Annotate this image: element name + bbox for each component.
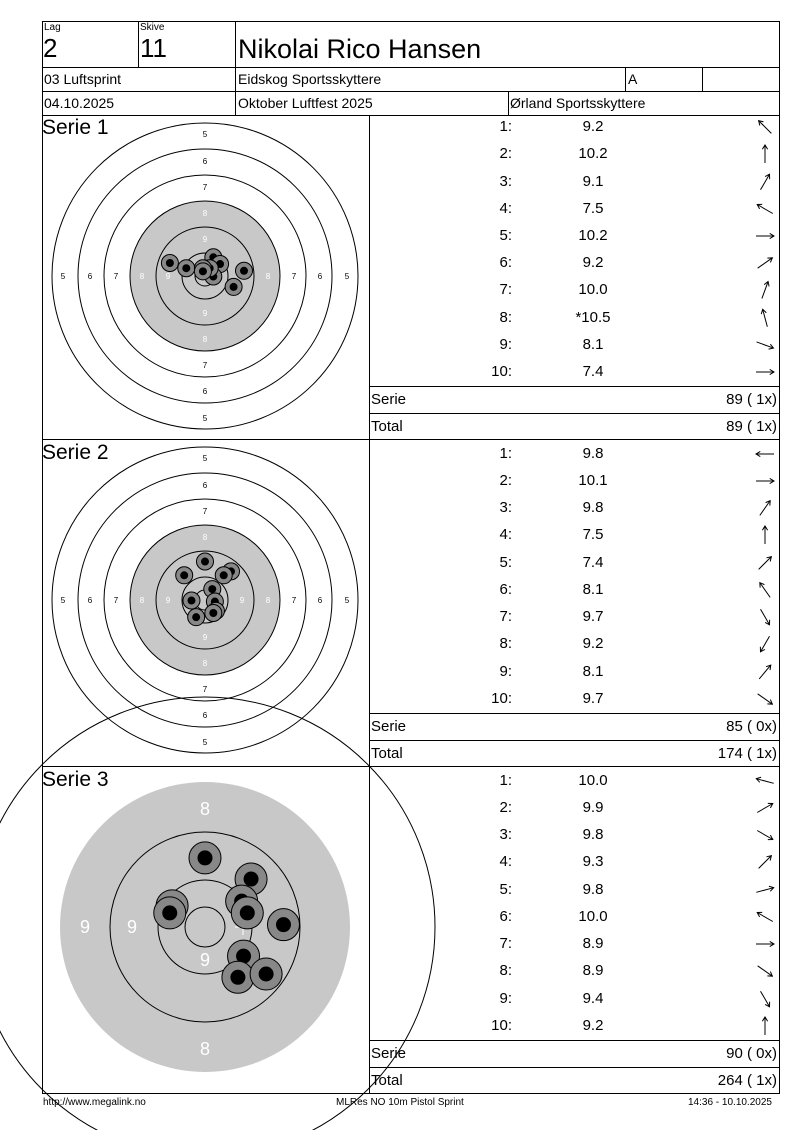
shot-score: 9.3 [582,853,604,870]
shot-hole-center [208,585,216,593]
arrow-shaft [759,856,772,869]
serie-3-serie-label: Serie [371,1045,407,1062]
shot-direction-arrow-icon [753,609,777,625]
serie-1-total-score: 89 ( 1x) [726,418,777,435]
ring-label: 7 [291,596,297,605]
ring-label: 5 [344,596,350,605]
shot-score: 9.8 [582,881,604,898]
ring-label: 8 [265,272,271,281]
ring-label: 7 [202,183,208,192]
arrow-shaft [758,966,773,976]
shot-hole-center [244,872,259,887]
shot-number: 10: [491,363,512,380]
ring-label: 6 [202,711,208,720]
shot-direction-arrow-icon [753,555,777,571]
shot-hole-center [182,264,190,272]
shot-score: 10.2 [578,227,608,244]
event-date: 04.10.2025 [44,95,115,111]
shot-hole-center [162,905,177,920]
ring-label: 9 [202,235,208,244]
shot-score: 8.1 [582,336,604,353]
shot-score: 8.1 [582,663,604,680]
shot-direction-arrow-icon [753,119,777,135]
ring-label: 9 [165,596,171,605]
serie-1-serie-label: Serie [371,391,407,408]
shot-number: 1: [499,445,512,462]
shot-number: 7: [499,608,512,625]
ring-label: 8 [139,596,145,605]
shot-direction-arrow-icon [753,500,777,516]
shot-score: 9.8 [582,499,604,516]
serie-2-title: Serie 2 [42,441,109,464]
shooter-name: Nikolai Rico Hansen [238,34,482,64]
shot-score: 9.2 [582,118,604,135]
shot-number: 3: [499,499,512,516]
shot-number: 10: [491,1017,512,1034]
shot-hole-center [240,267,248,275]
ring-label: 7 [202,685,208,694]
shot-score: 10.1 [578,472,608,489]
arrow-shaft [758,258,773,268]
shot-direction-arrow-icon [753,963,777,979]
shot-score: 7.4 [582,554,604,571]
shot-direction-arrow-icon [753,446,777,462]
shot-score: 9.7 [582,690,604,707]
class-name: 03 Luftsprint [44,71,122,87]
shot-score: *10.5 [575,309,611,326]
shot-score: 10.0 [578,281,608,298]
serie-2-target [43,440,369,766]
ring-label: 9 [202,633,208,642]
ring-label: 5 [202,738,208,747]
shot-direction-arrow-icon [753,337,777,353]
shot-hole-center [180,571,188,579]
shot-score: 8.9 [582,962,604,979]
club-name: Eidskog Sportsskyttere [238,71,382,87]
lag-value: 2 [43,33,58,63]
serie-3-total-label: Total [371,1072,403,1089]
shot-direction-arrow-icon [753,664,777,680]
shot-number: 5: [499,227,512,244]
shot-direction-arrow-icon [753,582,777,598]
ring-label: 8 [139,272,145,281]
arrow-shaft [757,205,773,214]
ring-label: 7 [113,596,119,605]
shot-hole-center [276,917,291,932]
shot-hole-center [240,905,255,920]
shot-score: 9.8 [582,445,604,462]
shot-hole-center [201,558,209,566]
shot-score: 7.5 [582,526,604,543]
shot-hole-center [199,267,207,275]
shot-direction-arrow-icon [753,527,777,543]
shot-direction-arrow-icon [753,282,777,298]
arrow-shaft [759,557,772,570]
shot-score: 7.5 [582,200,604,217]
shot-direction-arrow-icon [753,255,777,271]
shot-score: 10.0 [578,908,608,925]
serie-1-target [43,116,369,439]
ring-label: 6 [87,272,93,281]
target-black-area [60,782,350,1072]
shot-number: 1: [499,772,512,789]
shot-direction-arrow-icon [753,800,777,816]
shot-score: 10.2 [578,145,608,162]
serie-1-serie-score: 89 ( 1x) [726,391,777,408]
shot-number: 4: [499,853,512,870]
serie-3-target [43,767,369,1093]
serie-2-serie-label: Serie [371,718,407,735]
shot-number: 5: [499,554,512,571]
shot-score: 10.0 [578,772,608,789]
ring-label: 8 [202,209,208,218]
shot-number: 8: [499,962,512,979]
ring-label: 5 [202,414,208,423]
arrow-shaft [761,991,770,1007]
shot-score: 9.4 [582,990,604,1007]
ring-label: 9 [126,917,138,937]
shot-hole-center [230,283,238,291]
shot-hole-center [192,613,200,621]
ring-label: 9 [199,950,211,970]
arrow-shaft [761,609,770,625]
ring-label: 5 [202,130,208,139]
shot-direction-arrow-icon [753,473,777,489]
shot-score: 8.9 [582,935,604,952]
shot-number: 9: [499,336,512,353]
arrow-shaft [757,804,773,813]
ring-label: 8 [265,596,271,605]
shot-direction-arrow-icon [753,228,777,244]
shot-hole-center [209,609,217,617]
serie-1-title: Serie 1 [42,116,109,139]
shot-hole-center [198,850,213,865]
ring-label: 7 [202,361,208,370]
shot-direction-arrow-icon [753,909,777,925]
shot-score: 9.8 [582,826,604,843]
shot-number: 3: [499,173,512,190]
ring-label: 6 [202,157,208,166]
ring-label: 8 [202,335,208,344]
footer-url[interactable]: http://www.megalink.no [43,1097,146,1108]
shot-number: 7: [499,935,512,952]
ring-label: 8 [202,533,208,542]
ring-label: 6 [87,596,93,605]
shot-number: 4: [499,526,512,543]
serie-1-total-label: Total [371,418,403,435]
shot-direction-arrow-icon [753,936,777,952]
organizer-name: Ørland Sportsskyttere [510,95,646,111]
shot-direction-arrow-icon [753,364,777,380]
shot-number: 9: [499,663,512,680]
shot-direction-arrow-icon [753,991,777,1007]
shot-direction-arrow-icon [753,174,777,190]
ring-label: 8 [199,1039,211,1059]
shot-score: 9.2 [582,635,604,652]
shot-hole-center [220,571,228,579]
shot-number: 1: [499,118,512,135]
shot-direction-arrow-icon [753,146,777,162]
shot-direction-arrow-icon [753,882,777,898]
shot-direction-arrow-icon [753,201,777,217]
shot-number: 2: [499,145,512,162]
serie-2-total-label: Total [371,745,403,762]
arrow-shaft [760,501,770,516]
shot-direction-arrow-icon [753,854,777,870]
lag-label: Lag [44,22,61,33]
shot-direction-arrow-icon [753,636,777,652]
ring-label: 9 [202,309,208,318]
shot-number: 9: [499,990,512,1007]
shot-number: 8: [499,635,512,652]
shot-direction-arrow-icon [753,773,777,789]
ring-label: 5 [60,272,66,281]
serie-2-total-score: 174 ( 1x) [717,745,777,762]
shot-score: 9.9 [582,799,604,816]
shot-score: 9.2 [582,254,604,271]
serie-2-serie-score: 85 ( 0x) [726,718,777,735]
shot-score: 9.1 [582,173,604,190]
serie-3-serie-score: 90 ( 0x) [726,1045,777,1062]
shot-hole-center [187,597,195,605]
target-black-area [130,525,280,675]
shot-direction-arrow-icon [753,691,777,707]
shot-direction-arrow-icon [753,310,777,326]
shot-number: 10: [491,690,512,707]
arrow-shaft [758,694,773,704]
ring-label: 7 [291,272,297,281]
serie-3-title: Serie 3 [42,768,109,791]
shot-number: 4: [499,200,512,217]
shot-score: 7.4 [582,363,604,380]
shot-number: 2: [499,799,512,816]
shot-number: 6: [499,581,512,598]
arrow-shaft [757,831,773,840]
arrow-shaft [760,583,770,598]
shot-direction-arrow-icon [753,827,777,843]
ring-label: 6 [202,387,208,396]
shot-number: 5: [499,881,512,898]
ring-label: 5 [60,596,66,605]
ring-label: 6 [202,481,208,490]
ring-label: 8 [199,799,211,819]
shot-score: 9.7 [582,608,604,625]
shot-score: 9.2 [582,1017,604,1034]
arrow-shaft [761,636,770,652]
arrow-shaft [761,174,770,190]
shot-number: 2: [499,472,512,489]
shot-number: 8: [499,309,512,326]
shot-hole-center [166,259,174,267]
ring-label: 9 [165,272,171,281]
shot-hole-center [259,967,274,982]
group-label: A [628,71,638,87]
shot-number: 6: [499,254,512,271]
skive-value: 11 [140,33,167,63]
ring-label: 6 [317,596,323,605]
ring-label: 5 [202,454,208,463]
ring-label: 7 [202,507,208,516]
shot-hole-center [230,970,245,985]
ring-label: 9 [79,917,91,937]
arrow-shaft [759,665,771,679]
shot-number: 6: [499,908,512,925]
skive-label: Skive [140,22,165,33]
shot-direction-arrow-icon [753,1018,777,1034]
footer-program: MLRes NO 10m Pistol Sprint [336,1097,464,1108]
ring-label: 6 [317,272,323,281]
ring-label: 9 [239,596,245,605]
shot-number: 3: [499,826,512,843]
arrow-shaft [757,913,773,922]
event-name: Oktober Luftfest 2025 [238,95,373,111]
shot-score: 8.1 [582,581,604,598]
serie-3-total-score: 264 ( 1x) [717,1072,777,1089]
ring-label: 7 [113,272,119,281]
ring-label: 5 [344,272,350,281]
ring-label: 8 [202,659,208,668]
arrow-shaft [759,121,772,134]
shot-number: 7: [499,281,512,298]
footer-timestamp: 14:36 - 10.10.2025 [688,1097,772,1108]
